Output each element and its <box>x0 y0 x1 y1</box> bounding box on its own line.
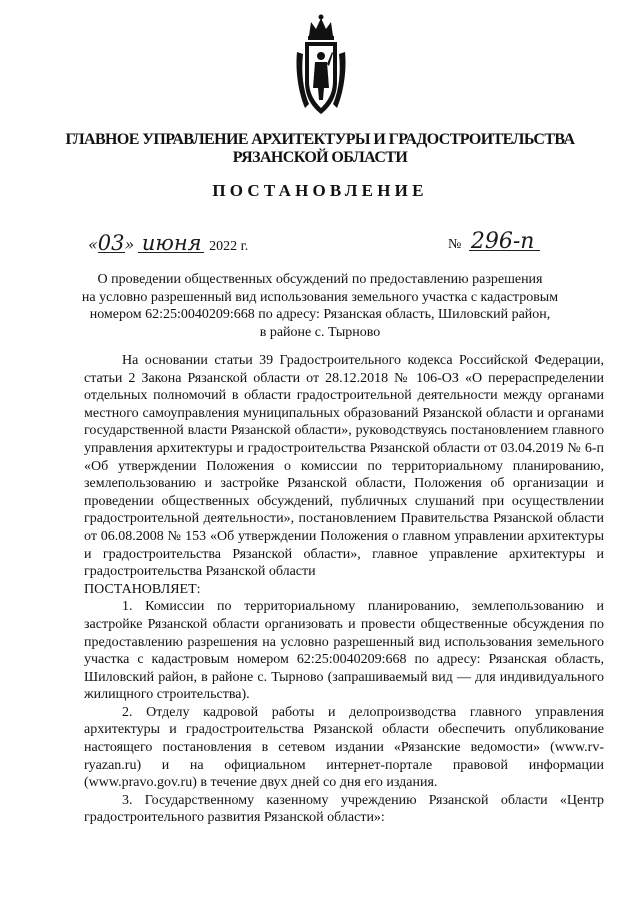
date-quote-open: « <box>88 235 98 254</box>
resolves-heading: ПОСТАНОВЛЯЕТ: <box>84 581 201 597</box>
document-subject <box>70 271 570 341</box>
clause-1: 1. Комиссии по территориальному планированию, землепользованию и застройке Рязанской области организовать и провести общественные обсуждения по предоставлению разрешения на условно разрешенный вид использования земельного участка с кадастровым номером 62:25:0040209:668 по адресу: Рязанская область, Шиловский район, в районе с. Тырново (запрашиваемый вид — для индивидуального жилищного строительства). <box>84 599 604 703</box>
date-month: июня <box>141 231 202 255</box>
date-year: 2022 г. <box>209 239 249 254</box>
organization-title-line2: РЯЗАНСКОЙ ОБЛАСТИ <box>232 149 408 166</box>
subject-line: номером 62:25:0040209:668 по адресу: Рязанская область, Шиловский район, <box>89 307 551 322</box>
preamble-paragraph: На основании статьи 39 Градостроительного кодекса Российской Федерации, статьи 2 Закона Рязанской области от 28.12.2018 № 106-ОЗ «О перераспределении отдельных полномочий в области градостроительной деятельности между органами местного самоуправления муниципальных образований Рязанской области и органами государственной власти Рязанской области», руководствуясь постановлением главного управления архитектуры и градостроительства Рязанской области от 03.04.2019 № 6-п «Об утверждении Положения о комиссии по территориальному планированию, землепользованию и застройке Рязанской области, Положения об организации и проведении общественных обсуждений, публичных слушаний при осуществлении градостроительной деятельности», постановлением Правительства Рязанской области от 06.08.2008 № 153 «Об утверждении Положения о главном управлении архитектуры и градостроительства Рязанской области», главное управление архитектуры и градостроительства Рязанской области <box>84 353 604 580</box>
document-number <box>448 229 534 254</box>
organization-title-line1: ГЛАВНОЕ УПРАВЛЕНИЕ АРХИТЕКТУРЫ И ГРАДОСТРОИТЕЛЬСТВА <box>65 131 575 148</box>
number-sign: № <box>448 237 462 252</box>
subject-line: О проведении общественных обсуждений по предоставлению разрешения <box>97 272 543 287</box>
ryazan-coat-of-arms-icon <box>293 12 349 120</box>
subject-line: в районе с. Тырново <box>259 324 381 340</box>
document-type-title: ПОСТАНОВЛЕНИЕ <box>212 181 428 200</box>
date-day: 03 <box>97 231 125 255</box>
number-value: 296-п <box>470 229 535 254</box>
clause-3: 3. Государственному казенному учреждению Рязанской области «Центр градостроительного развития Рязанской области»: <box>84 792 604 826</box>
subject-line: на условно разрешенный вид использования земельного участка с кадастровым <box>81 289 559 305</box>
document-body <box>84 352 604 827</box>
date-quote-close: » <box>124 235 135 254</box>
document-date <box>88 231 248 255</box>
clause-2: 2. Отделу кадровой работы и делопроизводства главного управления архитектуры и градостроительства Рязанской области обеспечить опубликование настоящего постановления в сетевом издании «Рязанские ведомости» (www.rv-ryazan.ru) и на официальном интернет-портале правовой информации (www.pravo.gov.ru) в течение двух дней со дня его издания. <box>84 704 604 791</box>
